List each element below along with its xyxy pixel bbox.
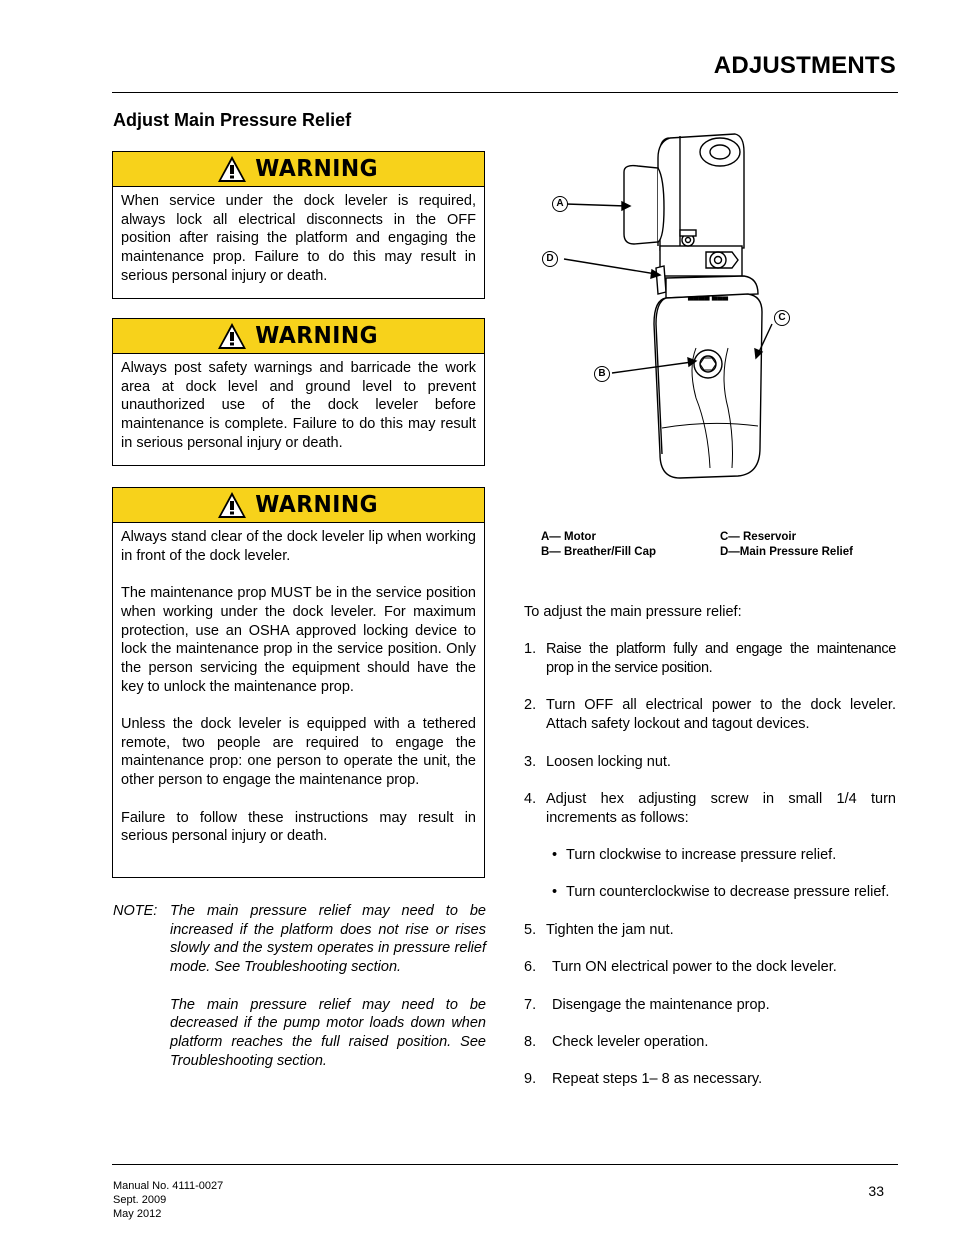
step-number: 7. xyxy=(524,996,537,1013)
footer-rule xyxy=(112,1164,898,1165)
warning-text xyxy=(113,187,484,296)
step-item xyxy=(524,753,896,772)
step-item xyxy=(524,790,896,827)
step-item xyxy=(524,921,896,940)
step-number: 9. xyxy=(524,1071,537,1088)
header-rule xyxy=(112,92,898,93)
step-text: Raise the platform fully and engage the maintenance prop in the service position. xyxy=(546,641,896,677)
bullet-item xyxy=(552,846,896,865)
warning-label: WARNING xyxy=(255,156,378,182)
warning-triangle-icon xyxy=(216,154,248,184)
step-number: 3. xyxy=(524,753,537,770)
warning-paragraph: The maintenance prop MUST be in the service position when working under the dock leveler. For maximum protection, use an OSHA approved locking device to lock the maintenance prop in the service position. Only the person servicing the equipment should have the key to unlock the maintenance prop. xyxy=(121,585,476,695)
step-text: Tighten the jam nut. xyxy=(546,921,674,938)
footer-date: May 2012 xyxy=(113,1208,162,1220)
warning-triangle-icon xyxy=(216,321,248,351)
footer-date: Sept. 2009 xyxy=(113,1194,167,1206)
warning-box-3 xyxy=(112,487,485,878)
note-paragraph: The main pressure relief may need to be decreased if the pump motor loads down when platform reaches the full raised position. See Troubleshooting section. xyxy=(170,996,486,1069)
procedure-intro: To adjust the main pressure relief: xyxy=(524,604,742,620)
warning-paragraph: Failure to follow these instructions may result in serious personal injury or death. xyxy=(121,809,476,845)
warning-paragraph: When service under the dock leveler is required, always lock all electrical disconnects in the OFF position after raising the platform and engaging the maintenance prop. Failure to do this may result in serious personal injury or death. xyxy=(121,193,476,284)
step-number: 1. xyxy=(524,641,537,658)
warning-triangle-icon xyxy=(216,490,248,520)
note-label: NOTE: xyxy=(113,903,158,919)
warning-header xyxy=(113,152,484,187)
step-text: Check leveler operation. xyxy=(552,1034,709,1051)
legend-item: A— Motor xyxy=(541,531,596,543)
warning-paragraph: Unless the dock leveler is equipped with a tethered remote, two people are required to engage the maintenance prop: one person to operate the unit, the other person to engage the maintenance prop. xyxy=(121,716,476,789)
warning-text xyxy=(113,354,484,463)
legend-item: B— Breather/Fill Cap xyxy=(541,546,657,558)
step-text: Disengage the maintenance prop. xyxy=(552,996,770,1013)
bullet-text: Turn clockwise to increase pressure relief. xyxy=(566,847,837,864)
legend-item: C— Reservoir xyxy=(720,531,797,543)
manual-number: Manual No. 4111-0027 xyxy=(113,1180,224,1192)
step-number: 6. xyxy=(524,959,537,976)
warning-box-2 xyxy=(112,318,485,466)
step-number: 2. xyxy=(524,697,537,714)
step-number: 5. xyxy=(524,921,537,938)
figure-legend-left xyxy=(541,530,656,560)
callout-b: B xyxy=(594,366,610,382)
procedure xyxy=(524,603,896,1108)
step-item xyxy=(524,1033,896,1052)
bullet-item xyxy=(552,883,896,902)
step-item xyxy=(524,696,896,733)
step-number: 8. xyxy=(524,1034,537,1051)
step-text: Turn OFF all electrical power to the dock leveler. Attach safety lockout and tagout devices. xyxy=(546,697,896,733)
warning-paragraph: Always post safety warnings and barricade the work area at dock level and ground level to prevent unauthorized use of the dock leveler before maintenance is complete. Failure to do this may result in serious personal injury or death. xyxy=(121,360,476,451)
step-item xyxy=(524,996,896,1015)
power-unit-illustration xyxy=(520,128,800,488)
step-text: Adjust hex adjusting screw in small 1/4 turn increments as follows: xyxy=(546,790,896,826)
step-item xyxy=(524,640,896,677)
legend-item: D—Main Pressure Relief xyxy=(720,546,853,558)
section-title: Adjust Main Pressure Relief xyxy=(113,110,352,130)
warning-paragraph: Always stand clear of the dock leveler lip when working in front of the dock leveler. xyxy=(121,529,476,564)
step-item xyxy=(524,1070,896,1089)
warning-box-1 xyxy=(112,151,485,299)
note-text xyxy=(170,902,486,1070)
note-paragraph: The main pressure relief may need to be increased if the platform does not rise or rises slowly and the system operates in pressure relief mode. See Troubleshooting section. xyxy=(170,903,486,976)
power-unit-figure xyxy=(520,128,800,493)
figure-legend-right xyxy=(720,530,853,560)
warning-header xyxy=(113,319,484,354)
reservoir-decal-text: ▀▀▀▀ ▀▀▀ xyxy=(687,297,729,305)
warning-label: WARNING xyxy=(255,323,378,349)
bullet-dot-icon: • xyxy=(552,847,558,864)
page-title: ADJUSTMENTS xyxy=(713,52,896,79)
step-text: Loosen locking nut. xyxy=(546,753,671,770)
warning-text xyxy=(113,523,484,856)
bullet-text: Turn counterclockwise to decrease pressure relief. xyxy=(566,884,890,901)
footer-info xyxy=(113,1179,223,1221)
warning-header xyxy=(113,488,484,523)
step-text: Turn ON electrical power to the dock leveler. xyxy=(552,959,837,976)
step-text: Repeat steps 1– 8 as necessary. xyxy=(552,1071,763,1088)
callout-c: C xyxy=(774,310,790,326)
callout-a: A xyxy=(552,196,568,212)
step-item xyxy=(524,958,896,977)
bullet-dot-icon: • xyxy=(552,884,558,901)
callout-d: D xyxy=(542,251,558,267)
page-number: 33 xyxy=(868,1183,884,1199)
warning-label: WARNING xyxy=(255,492,378,518)
note xyxy=(113,902,486,1089)
step-number: 4. xyxy=(524,790,537,807)
